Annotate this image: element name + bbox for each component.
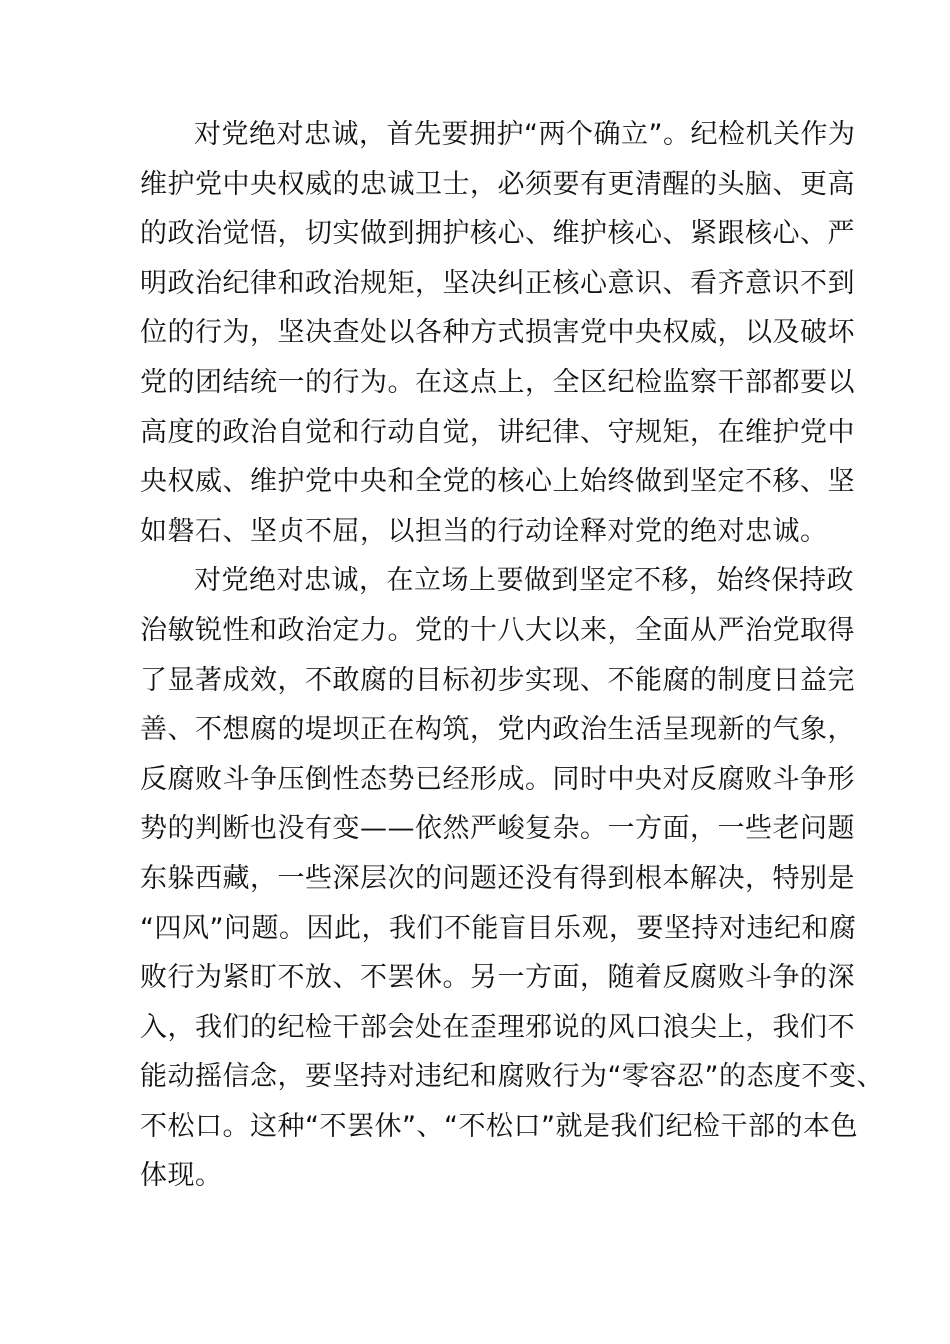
text-line: 体现。 <box>140 1160 223 1192</box>
text-line: 位的行为，坚决查处以各种方式损害党中央权威，以及破坏 <box>140 317 855 349</box>
text-line: 不松口。这种“不罢休”、“不松口”就是我们纪检干部的本色 <box>140 1110 858 1142</box>
paragraph-loyalty-two-establishments <box>140 110 856 556</box>
text-line: 高度的政治自觉和行动自觉，讲纪律、守规矩，在维护党中 <box>140 416 855 448</box>
paragraph-firm-stance <box>140 556 884 1201</box>
text-line: 入，我们的纪检干部会处在歪理邪说的风口浪尖上，我们不 <box>140 1011 855 1043</box>
text-line: 反腐败斗争压倒性态势已经形成。同时中央对反腐败斗争形 <box>140 763 855 795</box>
text-line: 对党绝对忠诚，首先要拥护“两个确立”。纪检机关作为 <box>194 119 856 150</box>
text-line: 了显著成效，不敢腐的目标初步实现、不能腐的制度日益完 <box>140 664 855 696</box>
text-line: 善、不想腐的堤坝正在构筑，党内政治生活呈现新的气象， <box>140 714 855 746</box>
text-line: 的政治觉悟，切实做到拥护核心、维护核心、紧跟核心、严 <box>140 218 855 250</box>
text-line: 明政治纪律和政治规矩，坚决纠正核心意识、看齐意识不到 <box>140 267 855 299</box>
text-line: 维护党中央权威的忠诚卫士，必须要有更清醒的头脑、更高 <box>140 168 855 200</box>
text-line: 对党绝对忠诚，在立场上要做到坚定不移，始终保持政 <box>194 565 854 597</box>
text-line: “四风”问题。因此，我们不能盲目乐观，要坚持对违纪和腐 <box>140 912 857 944</box>
text-line: 如磐石、坚贞不屈，以担当的行动诠释对党的绝对忠诚。 <box>140 515 828 547</box>
document-body <box>140 110 884 1201</box>
text-line: 势的判断也没有变——依然严峻复杂。一方面，一些老问题 <box>140 813 855 845</box>
text-line: 东躲西藏，一些深层次的问题还没有得到根本解决，特别是 <box>140 862 855 894</box>
text-line: 党的团结统一的行为。在这点上，全区纪检监察干部都要以 <box>140 366 855 398</box>
text-line: 央权威、维护党中央和全党的核心上始终做到坚定不移、坚 <box>140 466 855 498</box>
text-line: 败行为紧盯不放、不罢休。另一方面，随着反腐败斗争的深 <box>140 962 855 994</box>
text-line: 能动摇信念，要坚持对违纪和腐败行为“零容忍”的态度不变、 <box>140 1061 884 1093</box>
text-line: 治敏锐性和政治定力。党的十八大以来，全面从严治党取得 <box>140 614 855 646</box>
